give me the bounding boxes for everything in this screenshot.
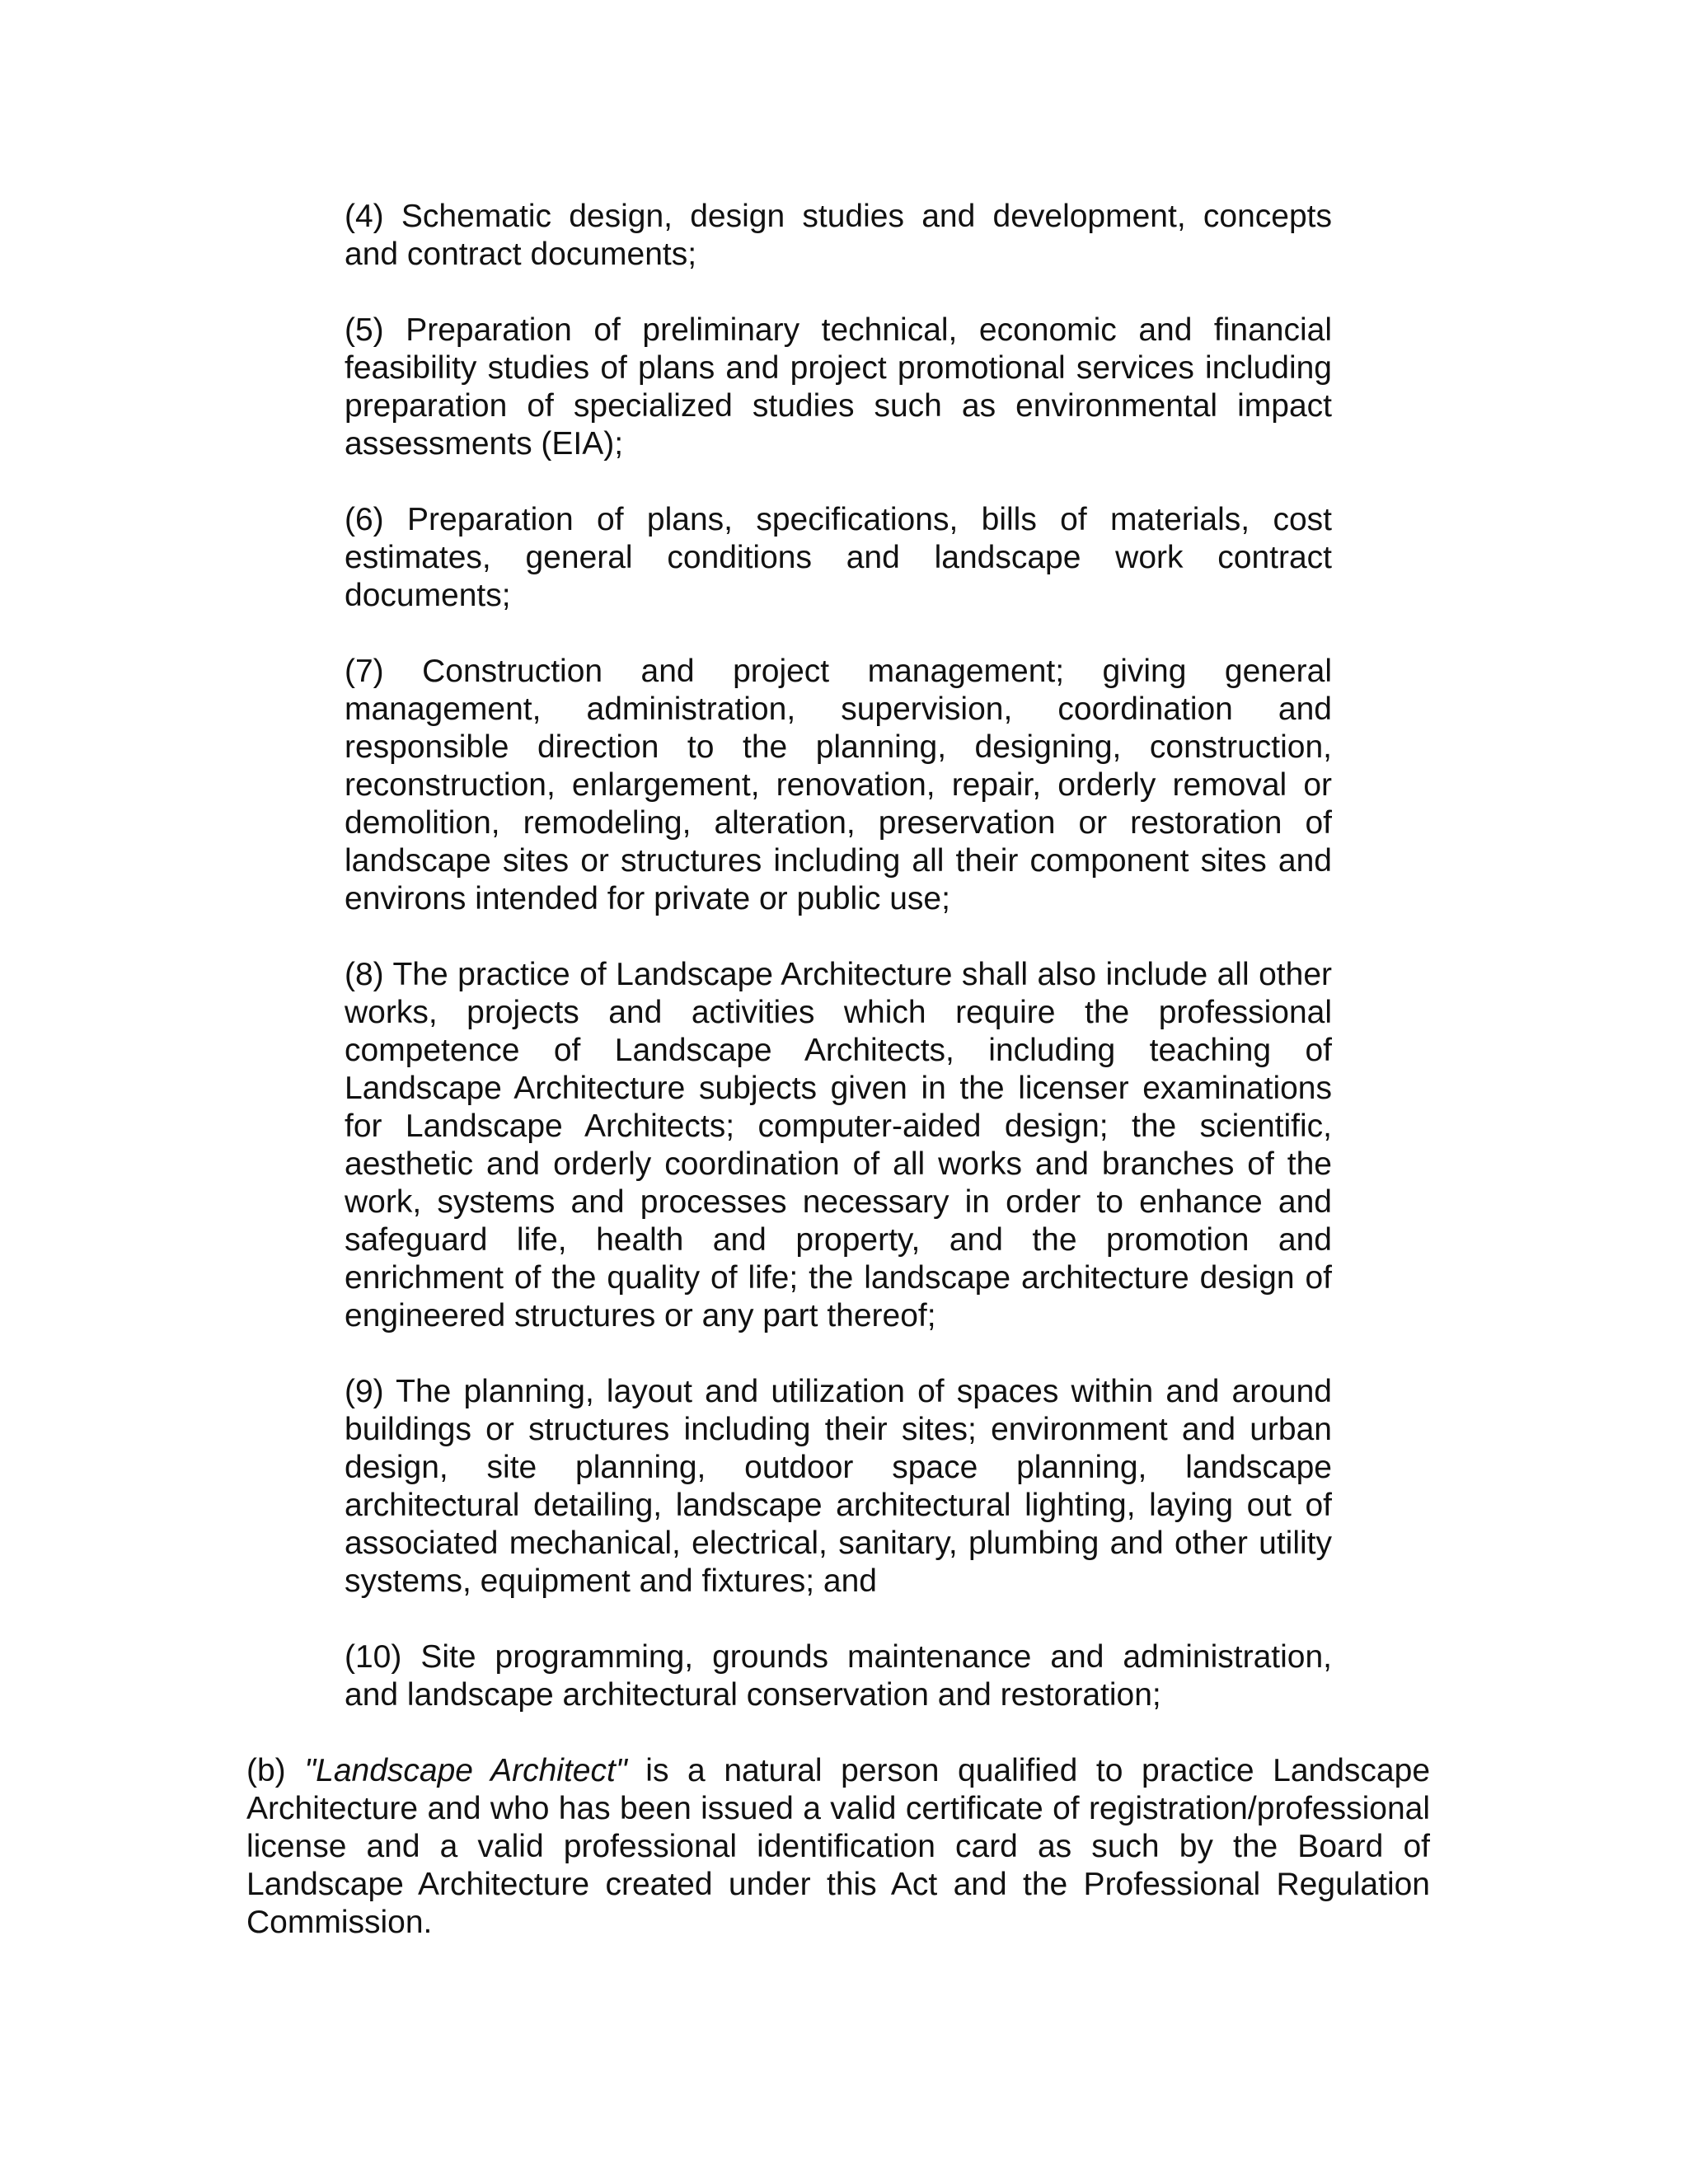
item-number: (9)	[345, 1374, 384, 1409]
list-item-5	[345, 312, 1332, 463]
item-text: Preparation of preliminary technical, economic and financial feasibility studies of plans and project promotional services including preparation of specialized studies such as environmental impact assessments (EIA);	[345, 312, 1332, 462]
definition-paragraph-b	[246, 1752, 1430, 1942]
item-number: (7)	[345, 654, 384, 689]
list-item-8	[345, 956, 1332, 1335]
item-number: (8)	[345, 957, 384, 992]
item-text: The practice of Landscape Architecture shall also include all other works, projects and activities which require the professional competence of Landscape Architects, including teaching of Landscape Architecture subjects given in the licenser examinations for Landscape Architects; computer-aided design; the scientific, aesthetic and orderly coordination of all works and branches of the work, systems and processes necessary in order to enhance and safeguard life, health and property, and the promotion and enrichment of the quality of life; the landscape architecture design of engineered structures or any part thereof;	[345, 957, 1332, 1333]
item-number: (6)	[345, 502, 384, 537]
item-number: (5)	[345, 312, 384, 348]
item-text: Preparation of plans, specifications, bills of materials, cost estimates, general conditions and landscape work contract documents;	[345, 502, 1332, 613]
item-text: The planning, layout and utilization of spaces within and around buildings or structures including their sites; environment and urban design, site planning, outdoor space planning, landscape architectural detailing, landscape architectural lighting, laying out of associated mechanical, electrical, sanitary, plumbing and other utility systems, equipment and fixtures; and	[345, 1374, 1332, 1599]
definition-label: (b)	[246, 1753, 286, 1788]
list-item-9	[345, 1373, 1332, 1601]
list-item-6	[345, 501, 1332, 615]
definition-text: is a natural person qualified to practice Landscape Architecture and who has been issued a valid certificate of registration/professional license and a valid professional identification card as such by the Board of Landscape Architecture created under this Act and the Professional Regulation Commission.	[246, 1753, 1431, 1940]
item-text: Site programming, grounds maintenance and administration, and landscape architectural conservation and restoration;	[345, 1639, 1332, 1713]
list-item-7	[345, 653, 1332, 918]
definition-term: "Landscape Architect"	[304, 1753, 627, 1788]
item-text: Construction and project management; giving general management, administration, supervision, coordination and responsible direction to the planning, designing, construction, reconstruction, enlargement, renovation, repair, orderly removal or demolition, remodeling, alteration, preservation or restoration of landscape sites or structures including all their component sites and environs intended for private or public use;	[345, 654, 1332, 916]
item-number: (4)	[345, 199, 384, 234]
item-text: Schematic design, design studies and development, concepts and contract documents;	[345, 199, 1332, 272]
list-item-4	[345, 198, 1332, 274]
list-item-10	[345, 1638, 1332, 1714]
item-number: (10)	[345, 1639, 402, 1675]
